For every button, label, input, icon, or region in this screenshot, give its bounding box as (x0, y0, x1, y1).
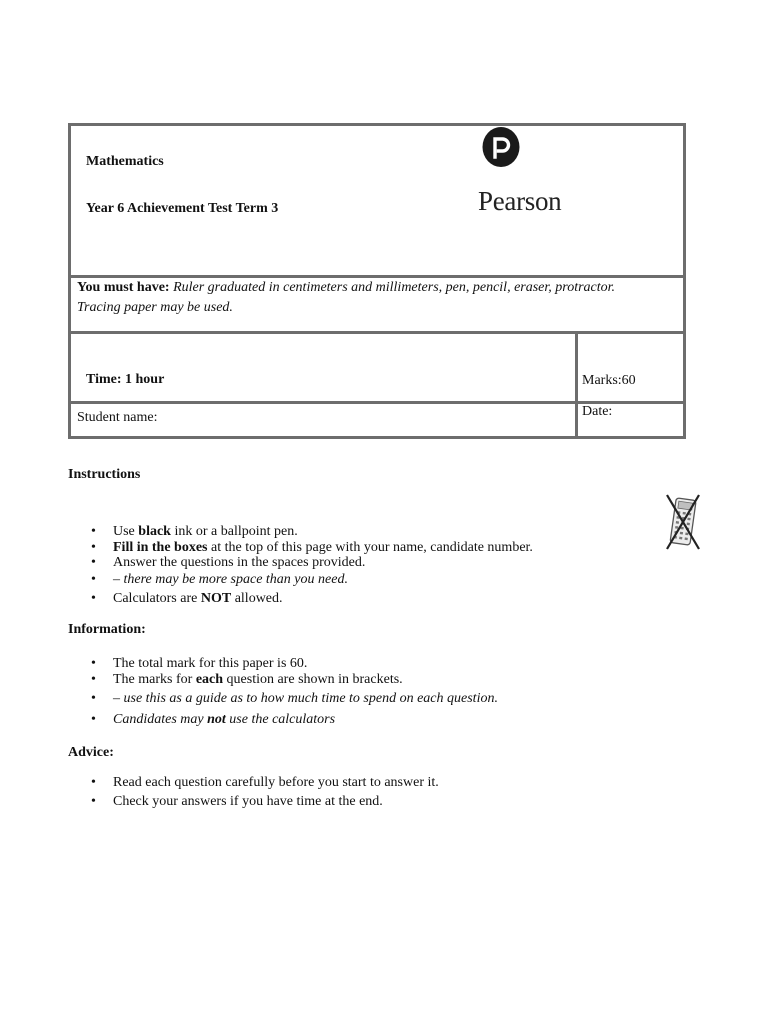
time-label: Time: 1 hour (86, 372, 165, 387)
list-item: • – there may be more space than you need. (113, 571, 713, 588)
date-field[interactable]: Date: (582, 404, 613, 419)
list-item: • The total mark for this paper is 60. (113, 656, 713, 672)
pearson-p-logo-icon (480, 126, 522, 175)
test-title: Year 6 Achievement Test Term 3 (86, 201, 279, 216)
information-heading: Information: (68, 622, 146, 637)
list-item: • Candidates may not use the calculators (113, 712, 713, 728)
must-have-line2: Tracing paper may be used. (77, 300, 233, 315)
list-item: • Fill in the boxes at the top of this page with your name, candidate number. (113, 540, 713, 556)
divider (71, 275, 683, 278)
list-item: • Check your answers if you have time at the end. (113, 794, 713, 810)
list-item: • Answer the questions in the spaces provided. (113, 555, 713, 571)
subject-title: Mathematics (86, 154, 164, 169)
list-item: • Read each question carefully before you start to answer it. (113, 775, 713, 791)
instructions-heading: Instructions (68, 467, 141, 482)
instructions-list (68, 524, 713, 606)
student-name-field[interactable]: Student name: (77, 410, 158, 425)
list-item: • Calculators are NOT allowed. (113, 591, 713, 607)
advice-heading: Advice: (68, 745, 114, 760)
list-item: • The marks for each question are shown in brackets. (113, 672, 713, 688)
cover-box (68, 123, 686, 439)
divider (71, 331, 683, 334)
marks-label: Marks:60 (582, 373, 636, 388)
must-have-label: You must have: (77, 280, 170, 295)
must-have-line1 (77, 279, 615, 297)
pearson-wordmark: Pearson (478, 186, 562, 216)
advice-list (68, 775, 713, 809)
list-item: • Use black ink or a ballpoint pen. (113, 524, 713, 540)
information-list (68, 656, 713, 727)
column-divider (575, 331, 578, 436)
must-have-items: Ruler graduated in centimeters and millimeters, pen, pencil, eraser, protractor. (173, 280, 616, 295)
list-item: • – use this as a guide as to how much time to spend on each question. (113, 691, 713, 707)
